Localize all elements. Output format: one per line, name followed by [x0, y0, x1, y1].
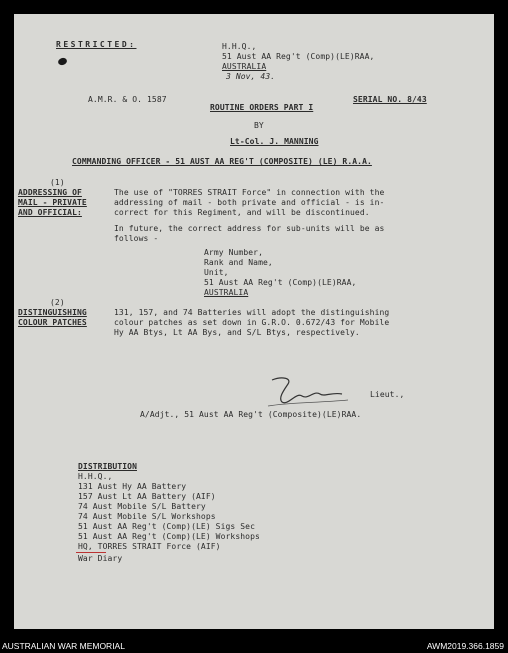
document-page: [14, 14, 494, 629]
distribution-item: 51 Aust AA Reg't (Comp)(LE) Sigs Sec: [78, 522, 255, 531]
section-1-heading-2: MAIL - PRIVATE: [18, 198, 87, 207]
section-2-body-1: 131, 157, and 74 Batteries will adopt the distinguishing: [114, 308, 390, 317]
section-2-heading-2: COLOUR PATCHES: [18, 318, 87, 327]
section-2-body-3: Hy AA Btys, Lt AA Bys, and S/L Btys, respectively.: [114, 328, 360, 337]
address-line-3: AUSTRALIA: [222, 62, 267, 71]
address-date: 3 Nov, 43.: [226, 72, 276, 81]
distribution-item: 131 Aust Hy AA Battery: [78, 482, 187, 491]
mail-address-3: Unit,: [204, 268, 229, 277]
punch-hole: [57, 57, 68, 67]
section-2-number: (2): [50, 298, 65, 307]
serial-number: SERIAL NO. 8/43: [353, 95, 427, 104]
footer-credit: AUSTRALIAN WAR MEMORIAL: [2, 641, 125, 651]
section-1-body2-1: In future, the correct address for sub-units will be as: [114, 224, 385, 233]
distribution-heading: DISTRIBUTION: [78, 462, 137, 471]
section-1-heading-3: AND OFFICIAL:: [18, 208, 82, 217]
section-2-heading-1: DISTINGUISHING: [18, 308, 87, 317]
section-1-body-2: addressing of mail - both private and official - is in-: [114, 198, 385, 207]
mail-address-4: 51 Aust AA Reg't (Comp)(LE)RAA,: [204, 278, 357, 287]
handwritten-signature: [262, 372, 352, 412]
section-1-heading-1: ADDRESSING OF: [18, 188, 82, 197]
classification: RESTRICTED:: [56, 40, 137, 49]
mail-address-1: Army Number,: [204, 248, 263, 257]
mail-address-5: AUSTRALIA: [204, 288, 249, 297]
footer-accession: AWM2019.366.1859: [426, 641, 504, 651]
unit-line: COMMANDING OFFICER - 51 AUST AA REG'T (COMPOSITE) (LE) R.A.A.: [72, 157, 372, 166]
distribution-item: HQ, TORRES STRAIT Force (AIF): [78, 542, 221, 551]
section-1-body-3: correct for this Regiment, and will be discontinued.: [114, 208, 370, 217]
red-underline: [76, 552, 106, 553]
distribution-item: 157 Aust Lt AA Battery (AIF): [78, 492, 216, 501]
distribution-item: 51 Aust AA Reg't (Comp)(LE) Workshops: [78, 532, 260, 541]
distribution-item: 74 Aust Mobile S/L Workshops: [78, 512, 216, 521]
section-1-body2-2: follows -: [114, 234, 159, 243]
address-line-2: 51 Aust AA Reg't (Comp)(LE)RAA,: [222, 52, 375, 61]
orders-title: ROUTINE ORDERS PART I: [210, 103, 314, 112]
officer-name: Lt-Col. J. MANNING: [230, 137, 319, 146]
distribution-item: 74 Aust Mobile S/L Battery: [78, 502, 206, 511]
signature-rank: Lieut.,: [370, 390, 405, 399]
amr-ref: A.M.R. & O. 1587: [88, 95, 167, 104]
signature-appointment: A/Adjt., 51 Aust AA Reg't (Composite)(LE)RAA.: [140, 410, 362, 419]
address-line-1: H.H.Q.,: [222, 42, 257, 51]
distribution-item: War Diary: [78, 554, 123, 563]
section-1-body-1: The use of "TORRES STRAIT Force" in connection with the: [114, 188, 385, 197]
by-label: BY: [254, 121, 264, 130]
mail-address-2: Rank and Name,: [204, 258, 273, 267]
section-2-body-2: colour patches as set down in G.R.O. 0.672/43 for Mobile: [114, 318, 390, 327]
distribution-item: H.H.Q.,: [78, 472, 113, 481]
section-1-number: (1): [50, 178, 65, 187]
